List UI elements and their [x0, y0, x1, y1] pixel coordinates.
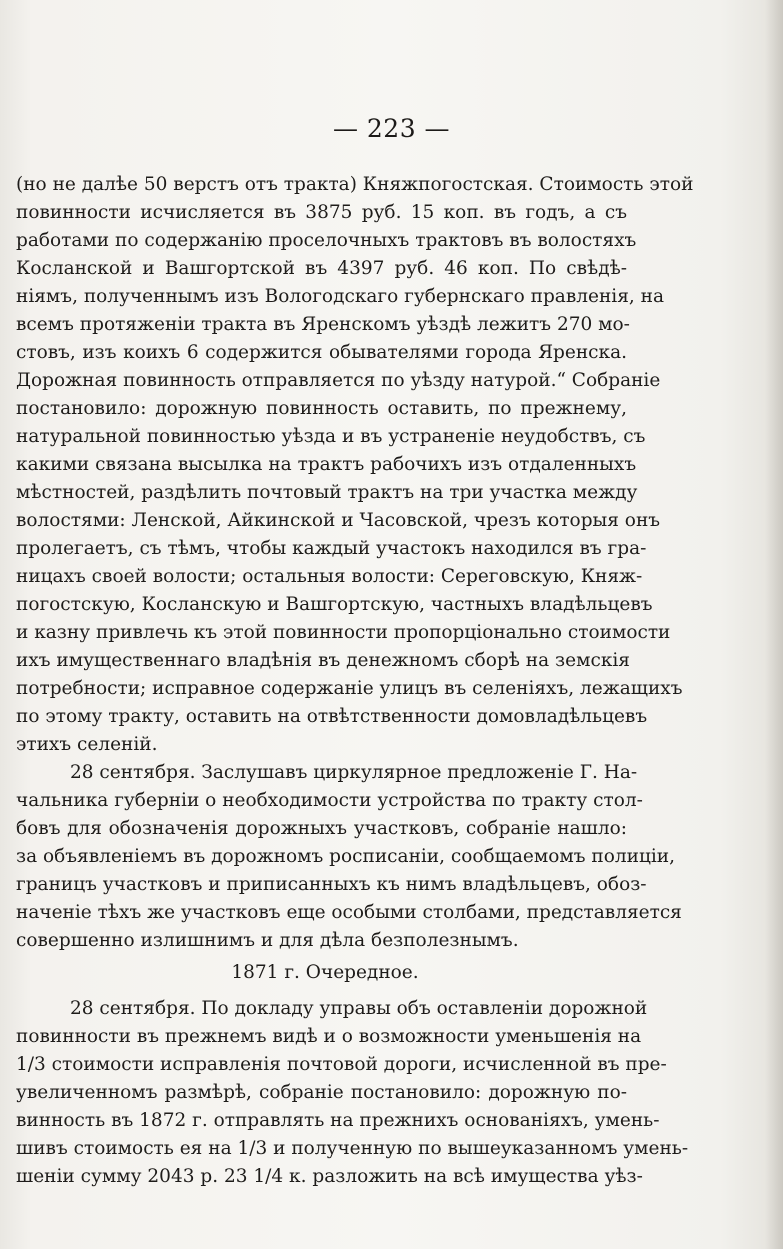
- text-line: стовъ, изъ коихъ 6 содержится обывателями города Яренска.: [16, 342, 627, 363]
- page-number: — 223 —: [332, 114, 451, 143]
- text-line: волостями: Ленской, Айкинской и Часовской, чрезъ которыя онъ: [16, 510, 661, 531]
- page-gutter-shadow: [765, 0, 783, 1249]
- text-line: совершенно излишнимъ и для дѣла безполезнымъ.: [16, 930, 519, 951]
- text-line: ихъ имущественнаго владѣнія въ денежномъ сборѣ на земскія: [16, 650, 630, 671]
- text-line: пролегаетъ, съ тѣмъ, чтобы каждый участокъ находился въ гра-: [16, 538, 647, 559]
- text-line: 28 сентября. По докладу управы объ оставленіи дорожной: [70, 998, 648, 1019]
- text-line: чальника губерніи о необходимости устройства по тракту стол-: [16, 790, 643, 811]
- text-line: работами по содержанію проселочныхъ трактовъ въ волостяхъ: [16, 230, 637, 251]
- text-line: за объявленіемъ въ дорожномъ росписаніи, сообщаемомъ полиціи,: [16, 846, 675, 867]
- text-line: бовъ для обозначенія дорожныхъ участковъ, собраніе нашло:: [16, 818, 627, 839]
- text-line: 28 сентября. Заслушавъ циркулярное предложеніе Г. На-: [70, 762, 638, 783]
- text-line: (но не далѣе 50 верстъ отъ тракта) Княжпогостская. Стоимость этой: [16, 174, 694, 195]
- text-line: 1/3 стоимости исправленія почтовой дороги, исчисленной въ пре-: [16, 1054, 667, 1075]
- text-line: потребности; исправное содержаніе улицъ въ селеніяхъ, лежащихъ: [16, 678, 683, 699]
- text-line: какими связана высылка на трактъ рабочихъ изъ отдаленныхъ: [16, 454, 637, 475]
- text-line: увеличенномъ размѣрѣ, собраніе постановило: дорожную по-: [16, 1082, 627, 1103]
- text-line: по этому тракту, оставить на отвѣтственности домовладѣльцевъ: [16, 706, 648, 727]
- text-line: постановило: дорожную повинность оставить, по прежнему,: [16, 398, 627, 419]
- text-line: мѣстностей, раздѣлить почтовый трактъ на три участка между: [16, 482, 638, 503]
- text-line: повинности въ прежнемъ видѣ и о возможности уменьшенія на: [16, 1026, 642, 1047]
- text-line: всемъ протяженіи тракта въ Яренскомъ уѣздѣ лежитъ 270 мо-: [16, 314, 630, 335]
- text-line: повинности исчисляется въ 3875 руб. 15 коп. въ годъ, а съ: [16, 202, 627, 223]
- text-line: натуральной повинностью уѣзда и въ устраненіе неудобствъ, съ: [16, 426, 646, 447]
- text-line: ніямъ, полученнымъ изъ Вологодскаго губернскаго правленія, на: [16, 286, 664, 307]
- text-line: ницахъ своей волости; остальныя волости: Сереговскую, Княж-: [16, 566, 643, 587]
- text-line: шеніи сумму 2043 р. 23 1/4 к. разложить на всѣ имущества уѣз-: [16, 1166, 643, 1187]
- text-line: наченіе тѣхъ же участковъ еще особыми столбами, представляется: [16, 902, 682, 923]
- text-line: Дорожная повинность отправляется по уѣзду натурой.“ Собраніе: [16, 370, 661, 391]
- text-line: этихъ селеній.: [16, 734, 158, 755]
- section-heading: 1871 г. Очередное.: [231, 962, 419, 983]
- text-line: границъ участковъ и приписанныхъ къ нимъ владѣльцевъ, обоз-: [16, 874, 647, 895]
- text-line: винность въ 1872 г. отправлять на прежнихъ основаніяхъ, умень-: [16, 1110, 660, 1131]
- text-line: погостскую, Косланскую и Вашгортскую, частныхъ владѣльцевъ: [16, 594, 653, 615]
- text-line: шивъ стоимость ея на 1/3 и полученную по вышеуказанномъ умень-: [16, 1138, 689, 1159]
- text-line: и казну привлечь къ этой повинности пропорціонально стоимости: [16, 622, 671, 643]
- text-line: Косланской и Вашгортской въ 4397 руб. 46 коп. По свѣдѣ-: [16, 258, 627, 279]
